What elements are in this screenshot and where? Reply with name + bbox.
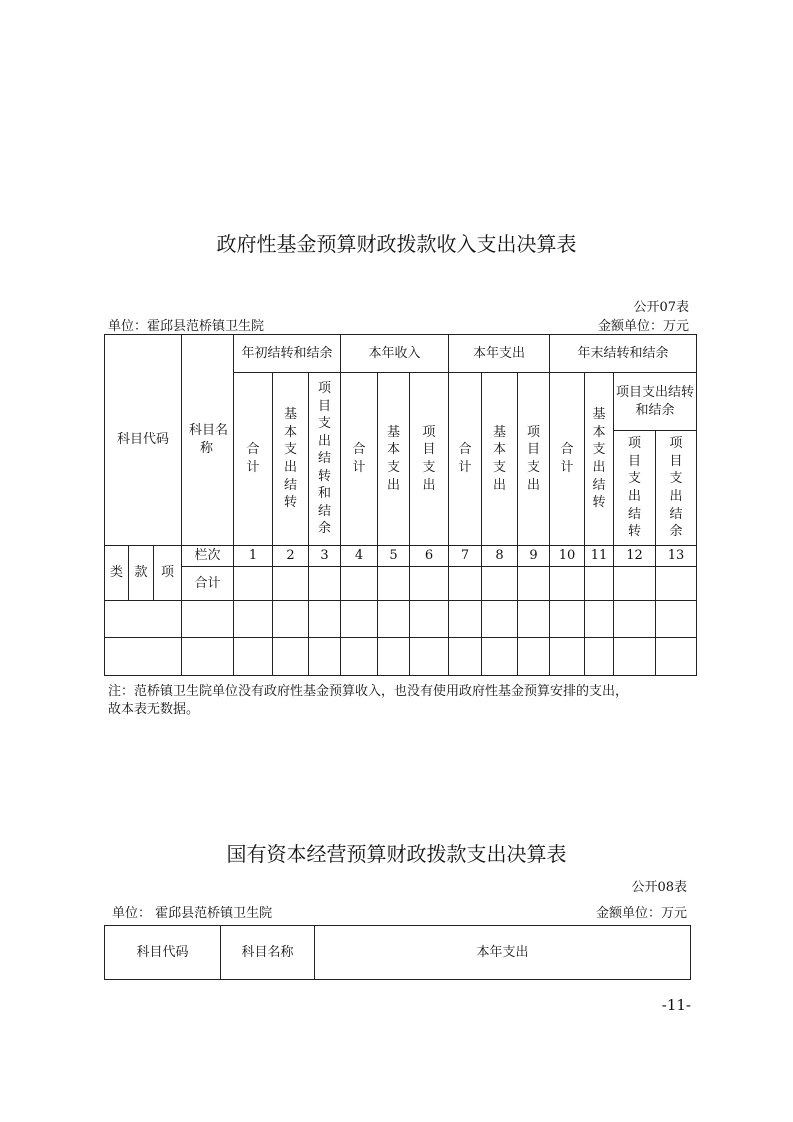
header-basic-carry: 基本支出结转 <box>585 373 614 546</box>
column-number: 2 <box>273 546 309 567</box>
column-number: 12 <box>614 546 656 567</box>
table2-amount-unit: 金额单位：万元 <box>595 906 687 921</box>
total-row-label: 合计 <box>182 567 234 601</box>
table1 <box>104 334 697 676</box>
table1-note-line1: 注：范桥镇卫生院单位没有政府性基金预算收入，也没有使用政府性基金预算安排的支出， <box>108 684 629 699</box>
header-basic-expense: 基本支出 <box>378 373 410 546</box>
header-kuan: 款 <box>129 546 154 601</box>
header-project-carry: 项目支出结转 <box>614 431 656 546</box>
column-number: 5 <box>378 546 410 567</box>
empty-row <box>105 638 697 676</box>
table1-form-no: 公开07表 <box>633 300 689 315</box>
header-total: 合计 <box>449 373 482 546</box>
column-number: 3 <box>309 546 341 567</box>
header-total: 合计 <box>341 373 378 546</box>
header-xiang: 项 <box>154 546 182 601</box>
header-lei: 类 <box>105 546 129 601</box>
total-row <box>105 567 697 601</box>
header-total: 合计 <box>550 373 585 546</box>
empty-row <box>105 601 697 638</box>
header-project-balance: 项目支出结余 <box>656 431 697 546</box>
column-number: 1 <box>234 546 273 567</box>
column-number: 4 <box>341 546 378 567</box>
column-number-label: 栏次 <box>182 546 234 567</box>
header-total: 合计 <box>234 373 273 546</box>
table1-note-line2: 故本表无数据。 <box>108 702 200 717</box>
header-project-carry-balance: 项目支出结转和结余 <box>614 373 697 431</box>
column-number-row <box>105 546 697 567</box>
page-number: -11- <box>661 996 691 1014</box>
header-current-year-expense: 本年支出 <box>315 926 691 980</box>
header-basic-carry: 基本支出结转 <box>273 373 309 546</box>
header-group-income: 本年收入 <box>341 335 449 373</box>
header-code: 科目代码 <box>105 926 221 980</box>
header-group-opening: 年初结转和结余 <box>234 335 341 373</box>
header-name: 科目名称 <box>221 926 315 980</box>
column-number: 11 <box>585 546 614 567</box>
header-group-expense: 本年支出 <box>449 335 550 373</box>
table2-unit: 单位： 霍邱县范桥镇卫生院 <box>112 906 273 921</box>
table1-unit: 单位：霍邱县范桥镇卫生院 <box>108 319 265 334</box>
table1-title: 政府性基金预算财政拨款收入支出决算表 <box>216 232 577 256</box>
header-name: 科目名称 <box>182 335 234 546</box>
column-number: 6 <box>410 546 449 567</box>
table2 <box>104 925 691 980</box>
column-number: 7 <box>449 546 482 567</box>
header-project-carry-balance: 项目支出结转和结余 <box>309 373 341 546</box>
column-number: 9 <box>518 546 550 567</box>
column-number: 8 <box>482 546 518 567</box>
header-project-expense: 项目支出 <box>410 373 449 546</box>
header-basic-expense: 基本支出 <box>482 373 518 546</box>
header-project-expense: 项目支出 <box>518 373 550 546</box>
table2-title: 国有资本经营预算财政拨款支出决算表 <box>226 842 567 866</box>
header-code: 科目代码 <box>105 335 182 546</box>
column-number: 10 <box>550 546 585 567</box>
column-number: 13 <box>656 546 697 567</box>
table1-amount-unit: 金额单位：万元 <box>597 319 689 334</box>
table2-form-no: 公开08表 <box>631 880 687 895</box>
header-group-closing: 年末结转和结余 <box>550 335 697 373</box>
